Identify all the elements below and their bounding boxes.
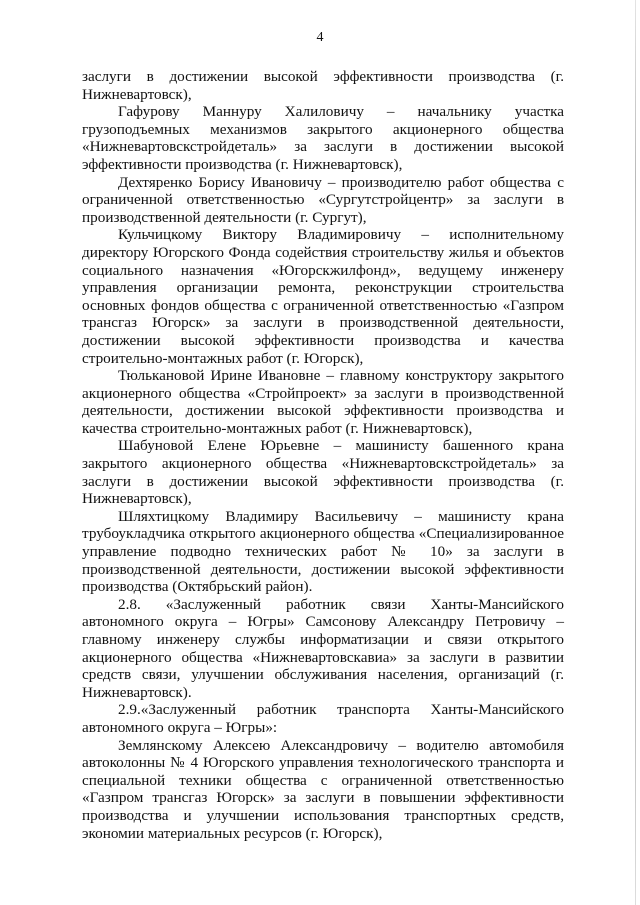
paragraph-dekhtyarenko: Дехтяренко Борису Ивановичу – производителю работ общества с ограниченной ответственностью «Сургутстройцентр» за заслуги в производственной деятельности (г. Сургут), [82, 173, 564, 226]
scan-edge-line [635, 0, 636, 905]
paragraph-shlyakhtitsky: Шляхтицкому Владимиру Васильевичу – машинисту крана трубоукладчика открытого акционерного общества «Специализированное управление подводно технических работ № 10» за заслуги в производственной деятельности, достижении высокой эффективности производства (Октябрьский район). [82, 507, 564, 596]
paragraph-shabunova: Шабуновой Елене Юрьевне – машинисту башенного крана закрытого акционерного общества «Нижневартовскстройдеталь» за заслуги в достижении высокой эффективности производства (г. Нижневартовск), [82, 437, 564, 508]
paragraph-continuation: заслуги в достижении высокой эффективности производства (г. Нижневартовск), [82, 68, 564, 103]
paragraph-gafurov: Гафурову Маннуру Халиловичу – начальнику участка грузоподъемных механизмов закрытого акционерного общества «Нижневартовскстройдеталь» за заслуги в достижении высокой эффективности производства (г. Нижневартовск), [82, 103, 564, 173]
document-body [82, 68, 564, 842]
page-number: 4 [316, 30, 324, 45]
paragraph-zemlyansky: Землянскому Алексею Александровичу – водителю автомобиля автоколонны № 4 Югорского управления технологического транспорта и специальной техники общества с ограниченной ответственностью «Газпром трансгаз Югорск» за заслуги в повышении эффективности производства и улучшении использования транспортных средств, экономии материальных ресурсов (г. Югорск), [82, 736, 564, 842]
paragraph-kulchitsky: Кульчицкому Виктору Владимировичу – исполнительному директору Югорского Фонда содействия строительству жилья и объектов социального назначения «Югорскжилфонд», ведущему инженеру управления организации ремонта, реконструкции строительства основных фондов общества с ограниченной ответственностью «Газпром трансгаз Югорск» за заслуги в производственной деятельности, достижении высокой эффективности производства и качества строительно-монтажных работ (г. Югорск), [82, 226, 564, 367]
paragraph-section-2-8: 2.8. «Заслуженный работник связи Ханты-Мансийского автономного округа – Югры» Самсонову Александру Петровичу – главному инженеру службы информатизации и связи открытого акционерного общества «Нижневартовскавиа» за заслуги в развитии средств связи, улучшении обслуживания населения, организаций (г. Нижневартовск). [82, 595, 564, 701]
paragraph-section-2-9: 2.9.«Заслуженный работник транспорта Ханты-Мансийского автономного округа – Югры»: [82, 701, 564, 736]
paragraph-tyulkanova: Тюлькановой Ирине Ивановне – главному конструктору закрытого акционерного общества «Стройпроект» за заслуги в производственной деятельности, достижении высокой эффективности производства и качества строительно-монтажных работ (г. Нижневартовск), [82, 367, 564, 437]
